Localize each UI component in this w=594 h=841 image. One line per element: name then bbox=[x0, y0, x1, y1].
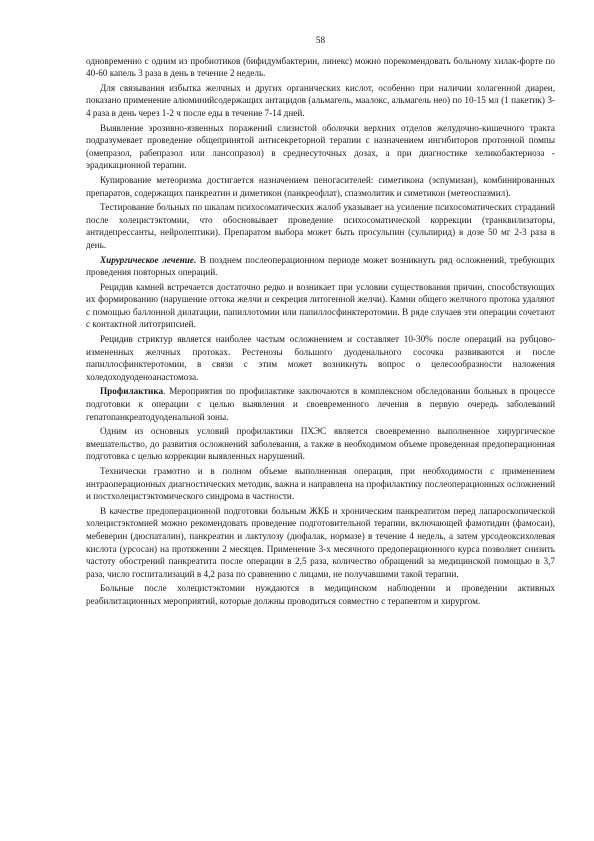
paragraph: Одним из основных условий профилактики ПХЭС является своевременно выполненное хирургическое вмешательство, до развития осложнений заболевания, а также в необходимом объеме проведенная предоперационная подготовка с целью коррекции выявленных нарушений. bbox=[86, 426, 555, 462]
paragraph-surgical-treatment bbox=[86, 254, 555, 279]
paragraph: Технически грамотно и в полном объеме выполненная операция, при необходимости с применением интраоперационных диагностических методик, важна и направлена на профилактику послеоперационных осложнений и постхолецистэктомического синдрома в частности. bbox=[86, 466, 555, 502]
paragraph-text: . Мероприятия по профилактике заключаются в комплексном обследовании больных в процессе подготовки к операции с целью выявления и своевременного лечения в первую очередь заболеваний гепатопанкреатодуоденальной зоны. bbox=[86, 386, 555, 422]
paragraph: Для связывания избытка желчных и других органических кислот, особенно при наличии холагенной диареи, показано применение алюминийсодержащих антацидов (альмагель, маалокс, альмагель нео) по 10-15 мл (1 пакетик) 3-4 раза в день через 1-2 ч после еды в течение 7-14 дней. bbox=[86, 82, 555, 118]
paragraph: Больные после холецистэктомии нуждаются в медицинском наблюдении и проведении активных реабилитационных мероприятий, которые должны проводиться совместно с терапевтом и хирургом. bbox=[86, 583, 555, 606]
paragraph-prophylaxis bbox=[86, 385, 555, 423]
paragraph: Рецидив камней встречается достаточно редко и возникает при условии существования причин, способствующих их формированию (нарушение оттока желчи и секреция литогенной желчи). Камни общего желчного протока удаляют с помощью баллонной дилатации, папиллотомии или папиллосфинктеротомии. В ряде случаев эти операции сочетают с контактной литотрипсией. bbox=[86, 281, 555, 330]
page-number: 58 bbox=[315, 35, 326, 45]
document-page bbox=[86, 34, 555, 610]
paragraph: Купирование метеоризма достигается назначением пеногасителей: симетикона (эспумизан), комбинированных препаратов, содержащих панкреатин и диметикон (панкреофлат), спазмолитик и симетикон (метеоспазмил). bbox=[86, 174, 555, 198]
paragraph: одновременно с одним из пробиотиков (бифидумбактерин, линекс) можно порекомендовать больному хилак-форте по 40-60 капель 3 раза в день в течение 2 недель. bbox=[86, 55, 555, 79]
paragraph: Тестирование больных по шкалам психосоматических жалоб указывает на усиление психосоматических страданий после холецистэктомии, что обосновывает проведение психосоматической коррекции (транквилизаторы, антидепрессанты, нейролептики). Препаратом выбора может быть просульпин (сульпирид) в дозе 50 мг 2-3 раза в день. bbox=[86, 202, 555, 250]
section-lead-surgical-treatment: Хирургическое лечение. bbox=[100, 254, 197, 265]
section-lead-prophylaxis: Профилактика bbox=[100, 386, 164, 397]
paragraph: Рецидив стриктур является наиболее частым осложнением и составляет 10-30% после операций на рубцово-измененных желчных протоках. Рестенозы большого дуоденального сосочка развиваются и после папиллосфинктеротомии, в связи с этим может возникнуть вопрос о целесообразности наложения холедоходуоденоанастомоза. bbox=[86, 334, 555, 382]
paragraph: Выявление эрозивно-язвенных поражений слизистой оболочки верхних отделов желудочно-кишечного тракта подразумевает проведение общепринятой антисекреторной терапии с назначением ингибиторов протонной помпы (омепразол, рабепразол или лансопразол) в среднесуточных дозах, а при диагностике хеликобактериоза - эрадикационной терапии. bbox=[86, 122, 555, 171]
paragraph: В качестве предоперационной подготовки больным ЖКБ и хроническим панкреатитом перед лапароскопической холецистэктомией можно рекомендовать проведение подготовительной терапии, включающей фамотидин (фамосан), мебеверин (дюспаталин), панкреатин и лактулозу (дюфалак, нормазе) в течение 4 недель, а затем урсодеоксихолевая кислота (урсосан) на протяжении 2 месяцев. Применение 3-х месячного предоперационного курса позволяет снизить частоту обострений панкреатита после операции в 2,5 раза, количество обращений за медицинской помощью в 3,7 раза, число госпитализаций в 4,2 раза по сравнению с лицами, не получавшими такой терапии. bbox=[86, 505, 555, 579]
paragraph-text: В позднем послеоперационном периоде может возникнуть ряд осложнений, требующих проведения повторных операций. bbox=[86, 254, 555, 278]
